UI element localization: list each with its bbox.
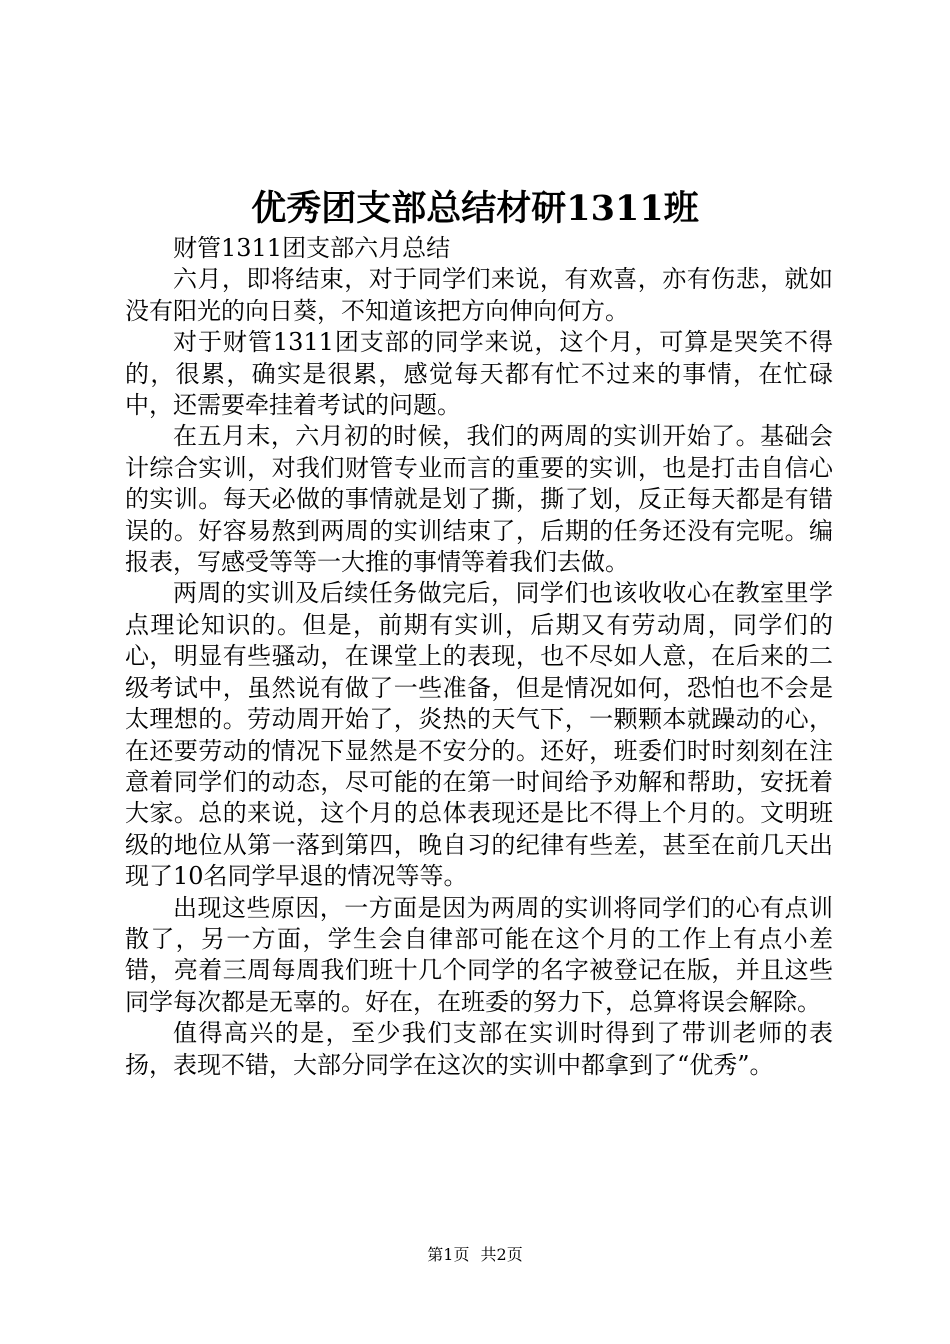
body-paragraph: 出现这些原因，一方面是因为两周的实训将同学们的心有点训散了，另一方面，学生会自律部可能在这个月的工作上有点小差错，亮着三周每周我们班十几个同学的名字被登记在版，并且这些同学每次都是无辜的。好在，在班委的努力下，总算将误会解除。 <box>125 893 833 1016</box>
subtitle-paragraph: 财管1311团支部六月总结 <box>173 234 451 262</box>
body-paragraph: 六月，即将结束，对于同学们来说，有欢喜，亦有伤悲，就如没有阳光的向日葵，不知道该把方向伸向何方。 <box>125 265 833 325</box>
page-title: 优秀团支部总结材研1311班 <box>251 188 699 229</box>
page-number-total: 共2页 <box>480 1245 523 1264</box>
page-footer <box>0 1245 950 1265</box>
body-paragraph: 两周的实训及后续任务做完后，同学们也该收收心在教室里学点理论知识的。但是，前期有实训，后期又有劳动周，同学们的心，明显有些骚动，在课堂上的表现，也不尽如人意，在后来的二级考试中，虽然说有做了一些准备，但是情况如何，恐怕也不会是太理想的。劳动周开始了，炎热的天气下，一颗颗本就躁动的心，在还要劳动的情况下显然是不安分的。还好，班委们时时刻刻在注意着同学们的动态，尽可能的在第一时间给予劝解和帮助，安抚着大家。总的来说，这个月的总体表现还是比不得上个月的。文明班级的地位从第一落到第四，晚自习的纪律有些差，甚至在前几天出现了10名同学早退的情况等等。 <box>125 579 833 891</box>
page-number-current: 第1页 <box>427 1245 470 1264</box>
body-paragraph: 在五月末，六月初的时候，我们的两周的实训开始了。基础会计综合实训，对我们财管专业而言的重要的实训，也是打击自信心的实训。每天必做的事情就是划了撕，撕了划，反正每天都是有错误的。好容易熬到两周的实训结束了，后期的任务还没有完呢。编报表，写感受等等一大推的事情等着我们去做。 <box>125 422 833 577</box>
body-paragraph: 值得高兴的是，至少我们支部在实训时得到了带训老师的表扬，表现不错，大部分同学在这次的实训中都拿到了“优秀”。 <box>125 1019 833 1079</box>
document-body <box>125 233 833 1081</box>
body-paragraph: 对于财管1311团支部的同学来说，这个月，可算是哭笑不得的，很累，确实是很累，感觉每天都有忙不过来的事情，在忙碌中，还需要牵挂着考试的问题。 <box>125 328 833 420</box>
